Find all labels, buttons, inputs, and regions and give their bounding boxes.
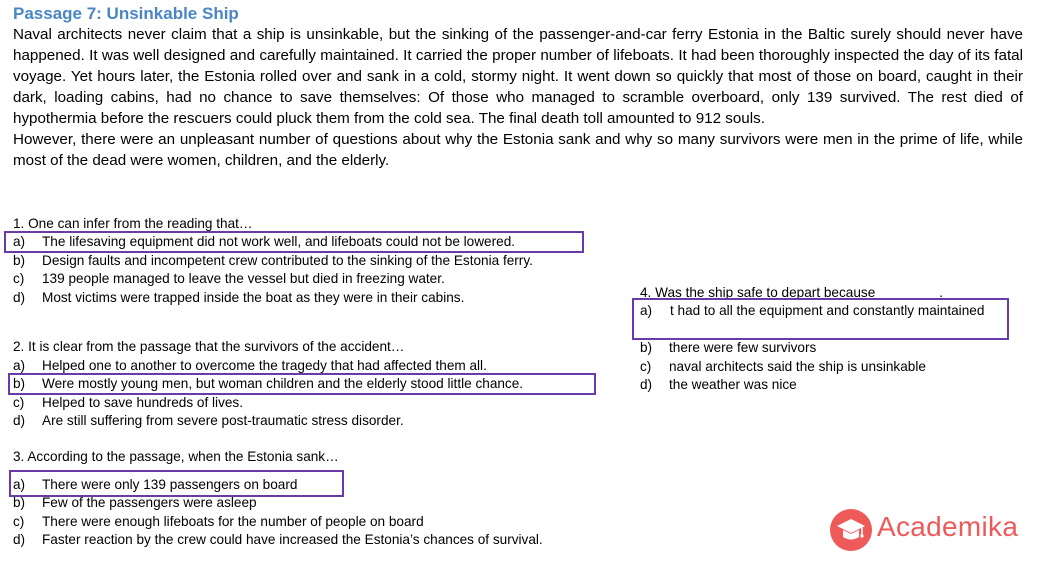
option-c[interactable] xyxy=(640,358,926,376)
option-letter: d) xyxy=(13,532,26,547)
answer-highlight-q1 xyxy=(4,231,584,253)
passage-title: Passage 7: Unsinkable Ship xyxy=(13,4,239,23)
option-text: naval architects said the ship is unsinkable xyxy=(669,358,926,374)
option-letter: a) xyxy=(13,234,26,249)
option-b[interactable] xyxy=(640,339,816,357)
option-letter: d) xyxy=(640,377,653,392)
answer-highlight-q4 xyxy=(632,298,1009,340)
option-letter: a) xyxy=(13,357,26,373)
option-c[interactable] xyxy=(13,270,445,288)
question-stem: 1. One can infer from the reading that… xyxy=(13,216,253,231)
answer-highlight-q3 xyxy=(9,470,344,497)
option-text: Helped one to another to overcome the tragedy that had affected them all. xyxy=(42,357,487,373)
academika-logo-icon xyxy=(829,508,873,552)
option-text: Helped to save hundreds of lives. xyxy=(42,394,244,410)
option-d[interactable] xyxy=(13,289,464,307)
option-d[interactable] xyxy=(13,531,543,549)
option-text: there were few survivors xyxy=(669,340,817,355)
option-c[interactable] xyxy=(13,513,424,531)
academika-logo xyxy=(829,507,1029,553)
option-d[interactable] xyxy=(13,412,404,430)
passage-paragraph-2: However, there were an unpleasant number of questions about why the Estonia sank and why so many survivors were men in the prime of life, while most of the dead were women, children, and the elderly. xyxy=(13,131,1023,169)
option-text: There were only 139 passengers on board xyxy=(42,477,298,492)
question-stem-text: 4. Was the ship safe to depart because xyxy=(640,285,876,300)
option-text: t had to all the equipment and constantly maintained xyxy=(670,303,985,318)
option-letter: a) xyxy=(13,477,26,492)
option-d[interactable] xyxy=(640,376,797,394)
option-letter: d) xyxy=(13,413,26,428)
option-text: Faster reaction by the crew could have increased the Estonia’s chances of survival. xyxy=(42,532,543,547)
option-letter: c) xyxy=(640,358,652,374)
option-text: There were enough lifeboats for the number of people on board xyxy=(42,513,424,529)
passage-paragraph-1: Naval architects never claim that a ship is unsinkable, but the sinking of the passenger-and-car ferry Estonia in the Baltic surely should never have happened. It was well designed and carefully maintained. It carried the proper number of lifeboats. It had been thoroughly inspected the day of its fatal voyage. Yet hours later, the Estonia rolled over and sank in a cold, stormy night. It went down so quickly that most of those on board, caught in their dark, loading cabins, had no chance to save themselves: Of those who managed to scramble overboard, only 139 survived. The rest died of hypothermia before the rescuers could pluck them from the cold sea. The final death toll amounted to 912 souls. xyxy=(13,26,1023,127)
option-text: Most victims were trapped inside the boat as they were in their cabins. xyxy=(42,289,465,305)
option-letter: d) xyxy=(13,289,26,305)
option-c[interactable] xyxy=(13,394,243,412)
option-letter: b) xyxy=(640,340,653,355)
option-letter: b) xyxy=(13,376,26,391)
option-letter: c) xyxy=(13,513,25,529)
option-text: Are still suffering from severe post-traumatic stress disorder. xyxy=(42,413,404,428)
option-letter: c) xyxy=(13,394,25,410)
option-letter: b) xyxy=(13,495,26,510)
option-text: the weather was nice xyxy=(669,377,797,392)
option-text: 139 people managed to leave the vessel but died in freezing water. xyxy=(42,271,445,286)
option-b[interactable] xyxy=(13,252,533,270)
academika-logo-text: Academika xyxy=(877,511,1019,542)
option-letter: a) xyxy=(640,303,653,318)
option-text: Design faults and incompetent crew contributed to the sinking of the Estonia ferry. xyxy=(42,252,533,268)
passage-text xyxy=(13,24,1023,171)
option-text: The lifesaving equipment did not work well, and lifeboats could not be lowered. xyxy=(42,234,516,249)
question-stem: 3. According to the passage, when the Estonia sank… xyxy=(13,449,339,464)
question-stem: 2. It is clear from the passage that the survivors of the accident… xyxy=(13,339,405,354)
option-letter: b) xyxy=(13,252,26,268)
option-text: Few of the passengers were asleep xyxy=(42,495,257,510)
answer-highlight-q2 xyxy=(8,373,596,395)
option-text: Were mostly young men, but woman children and the elderly stood little chance. xyxy=(42,376,524,391)
option-letter: c) xyxy=(13,271,25,286)
question-stem-dot: . xyxy=(939,285,944,300)
